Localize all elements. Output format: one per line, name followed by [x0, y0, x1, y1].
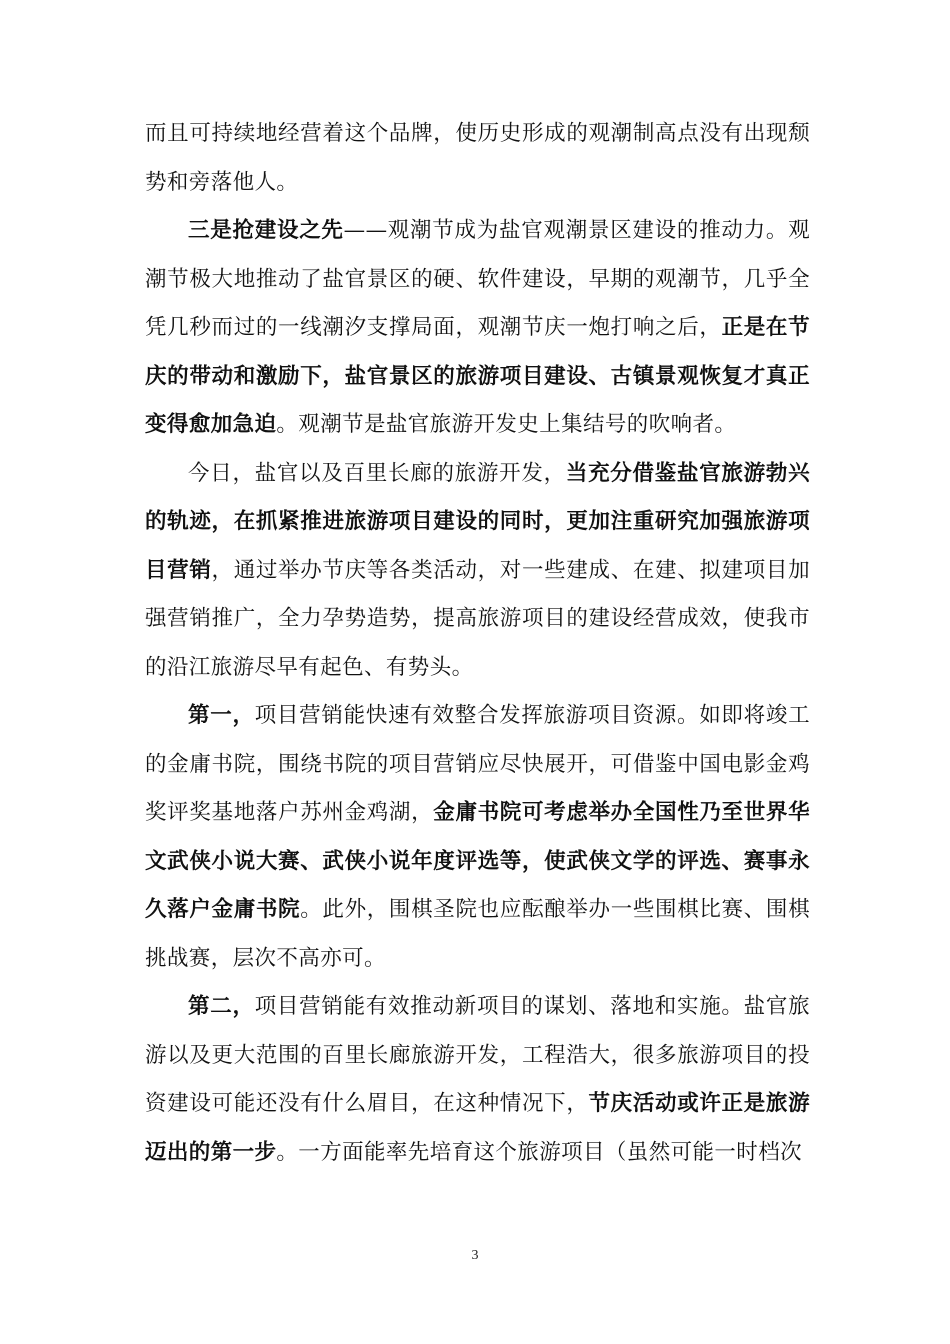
- paragraph-5: [145, 983, 810, 1177]
- bold-text-run: 当充分借鉴盐官旅游勃兴的轨迹，在抓紧推进旅游项目建设的同时，更加注重研究加强旅游项目营销: [145, 460, 810, 583]
- text-run: 。此外，围棋圣院也应酝酿举办一些围棋比赛、围棋挑战赛，层次不高亦可。: [145, 897, 810, 971]
- bold-text-run: 三是抢建设之先: [188, 218, 344, 243]
- text-run: ，通过举办节庆等各类活动，对一些建成、在建、拟建项目加强营销推广，全力孕势造势，提高旅游项目的建设经营成效，使我市的沿江旅游尽早有起色、有势头。: [145, 557, 810, 680]
- paragraph-1: [145, 110, 810, 207]
- paragraph-4: [145, 692, 810, 983]
- bold-text-run: 正是在节庆的带动和激励下，盐官景区的旅游项目建设、古镇景观恢复才真正变得愈加急迫: [145, 315, 810, 437]
- bold-text-run: 金庸书院可考虑举办全国性乃至世界华文武侠小说大赛、武侠小说年度评选等，使武侠文学的评选、赛事永久落户金庸书院: [145, 800, 810, 922]
- bold-text-run: 第一，: [188, 703, 255, 728]
- text-run: 项目营销能快速有效整合发挥旅游项目资源。如即将竣工的金庸书院，围绕书院的项目营销应尽快展开，可借鉴中国电影金鸡奖评奖基地落户苏州金鸡湖，: [145, 703, 810, 825]
- body-text: [145, 110, 810, 1177]
- text-run: ——观潮节成为盐官观潮景区建设的推动力。观潮节极大地推动了盐官景区的硬、软件建设，早期的观潮节，几乎全凭几秒而过的一线潮汐支撑局面，观潮节庆一炮打响之后，: [145, 218, 810, 340]
- text-run: 项目营销能有效推动新项目的谋划、落地和实施。盐官旅游以及更大范围的百里长廊旅游开发，工程浩大，很多旅游项目的投资建设可能还没有什么眉目，在这种情况下，: [145, 994, 810, 1116]
- text-run: 今日，盐官以及百里长廊的旅游开发，: [188, 460, 566, 486]
- text-run: 。一方面能率先培育这个旅游项目（虽然可能一时档次: [276, 1139, 803, 1165]
- text-run: 而且可持续地经营着这个品牌，使历史形成的观潮制高点没有出现颓势和旁落他人。: [145, 121, 810, 195]
- text-run: 。观潮节是盐官旅游开发史上集结号的吹响者。: [276, 412, 737, 437]
- page-number: 3: [471, 1248, 479, 1263]
- paragraph-2: [145, 207, 810, 450]
- bold-text-run: 第二，: [188, 994, 255, 1019]
- paragraph-3: [145, 450, 810, 693]
- bold-text-run: 节庆活动或许正是旅游迈出的第一步: [145, 1091, 810, 1165]
